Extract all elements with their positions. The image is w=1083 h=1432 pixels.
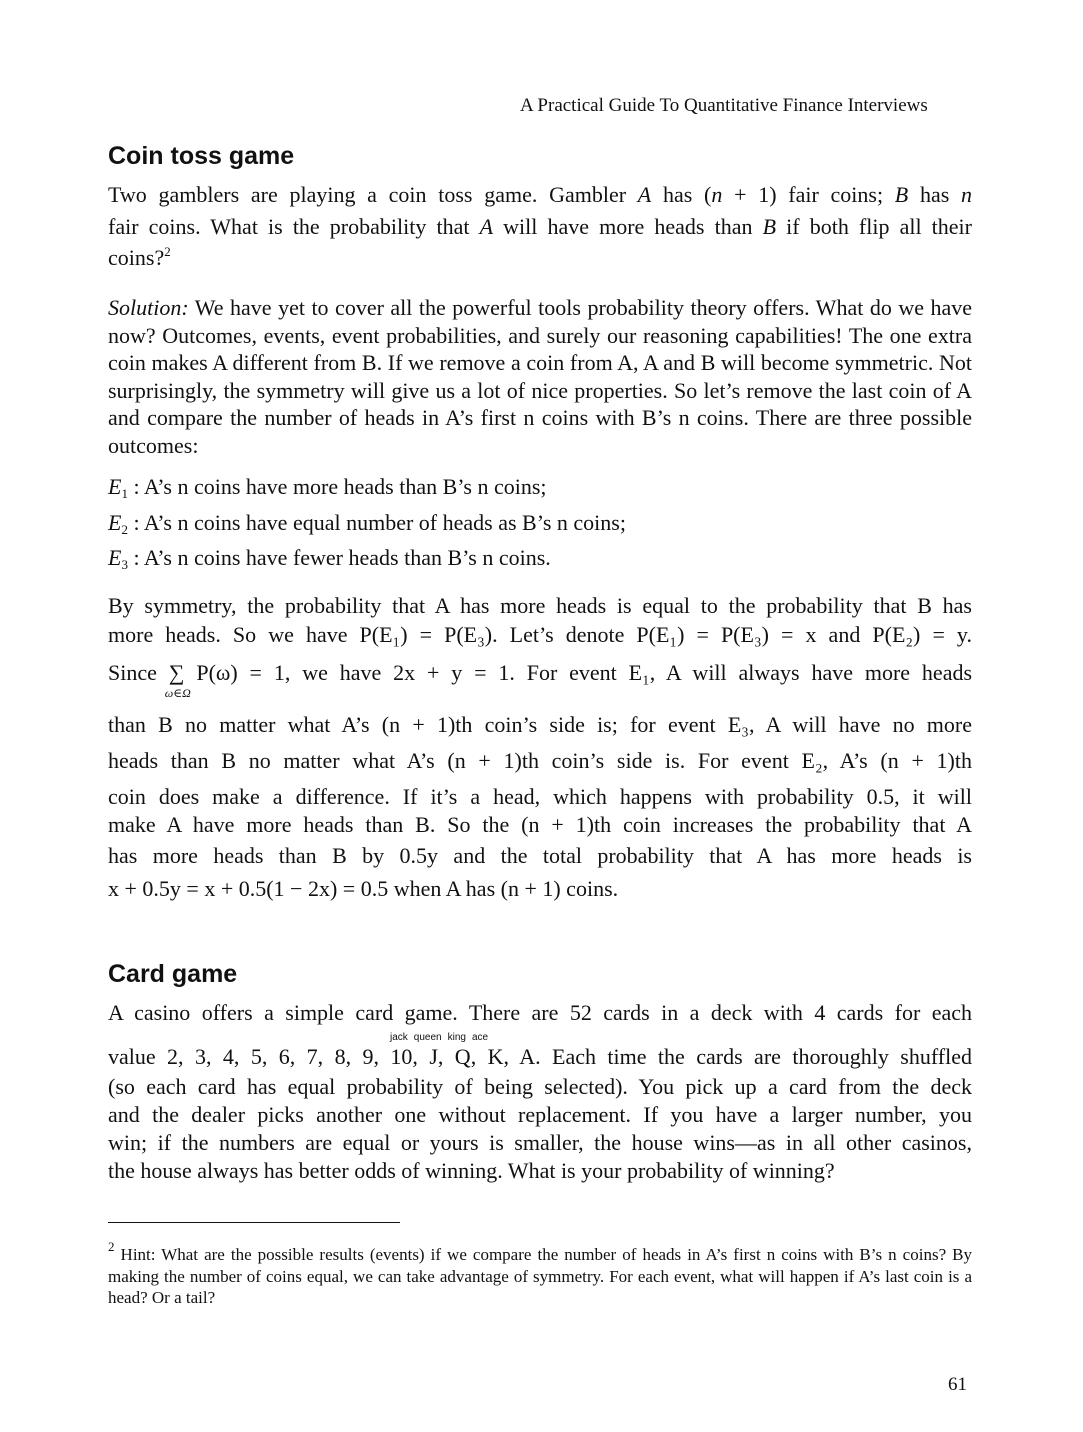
symmetry-line-4: than B no matter what A’s (n + 1)th coin’s side is; for event E₃, A will have no more [108,712,972,737]
symmetry-line-9: x + 0.5y = x + 0.5(1 − 2x) = 0.5 when A has (n + 1) coins. [108,876,619,901]
symmetry-line-3: Since ∑ ω∈Ω P(ω) = 1, we have 2x + y = 1. For event E₁, A will always have more heads [108,660,973,700]
footnote-mark: 2 [108,1239,115,1254]
solution-text: We have yet to cover all the powerful tools probability theory offers. What do we have now? Outcomes, events, event probabilities, and surely our reasoning capabilities! The one extra coin makes A different from B. If we remove a coin from A, A and B will become symmetric. Not surprisingly, the symmetry will give us a lot of nice properties. So let’s remove the last coin of A and compare the number of heads in A’s first n coins with B’s n coins. There are three possible outcomes: [108,295,972,458]
footnote-reference: 2 [164,244,171,259]
symmetry-line-5: heads than B no matter what A’s (n + 1)th coin’s side is. For event E₂, A’s (n + 1)th [108,748,972,773]
solution-label: Solution: [108,295,189,320]
sum-symbol: ∑ ω∈Ω [164,660,191,700]
problem-line-1: Two gamblers are playing a coin toss game. Gambler A has (n + 1) fair coins; B has n [108,182,973,207]
problem-line-3: coins?$^2$ [108,244,171,270]
card-line-1: A casino offers a simple card game. There are 52 cards in a deck with 4 cards for each [108,1000,972,1025]
label-queen: queen [413,1032,442,1043]
symmetry-line-1: By symmetry, the probability that A has more heads is equal to the probability that B has [108,593,972,618]
section-title-card-game: Card game [108,960,238,988]
footnote-text: Hint: What are the possible results (events) if we compare the number of heads in A’s first n coins with B’s n coins? By making the number of coins equal, we can take advantage of symmetry. For each event, what will happen if A’s last coin is a head? Or a tail? [108,1245,972,1307]
symmetry-line-2: more heads. So we have P(E₁) = P(E₃). Let’s denote P(E₁) = P(E₃) = x and P(E₂) = y. [108,622,972,647]
event-1: $E_1$ : A’s n coins have more heads than B’s n coins; [108,474,547,501]
card-line-2: value 2, 3, 4, 5, 6, 7, 8, 9, 10, J, Q, K, A. Each time the cards are thoroughly shuffled [108,1044,972,1069]
section-title-coin-toss: Coin toss game [108,142,295,170]
card-line-5: win; if the numbers are equal or yours is smaller, the house wins—as in all other casinos, [108,1130,972,1155]
label-king: king [447,1032,466,1043]
symmetry-line-6: coin does make a difference. If it’s a head, which happens with probability 0.5, it will [108,784,972,809]
card-line-6: the house always has better odds of winning. What is your probability of winning? [108,1158,835,1183]
page-number: 61 [948,1374,967,1395]
event-2: $E_2$ : A’s n coins have equal number of heads as B’s n coins; [108,510,626,537]
solution-paragraph [108,294,972,459]
event-3: $E_3$ : A’s n coins have fewer heads than B’s n coins. [108,545,551,572]
symmetry-line-8: has more heads than B by 0.5y and the total probability that A has more heads is [108,843,972,868]
card-value-labels [390,1032,494,1043]
symmetry-line-7: make A have more heads than B. So the (n + 1)th coin increases the probability that A [108,812,972,837]
label-ace: ace [471,1032,489,1043]
card-line-3: (so each card has equal probability of being selected). You pick up a card from the deck [108,1074,972,1099]
footnote-divider [108,1222,400,1223]
running-header: A Practical Guide To Quantitative Finance Interviews [520,95,928,116]
footnote [108,1236,972,1309]
card-line-4: and the dealer picks another one without replacement. If you have a larger number, you [108,1102,972,1127]
label-jack: jack [390,1032,408,1043]
problem-line-2: fair coins. What is the probability that A will have more heads than B if both flip all their [108,214,972,239]
